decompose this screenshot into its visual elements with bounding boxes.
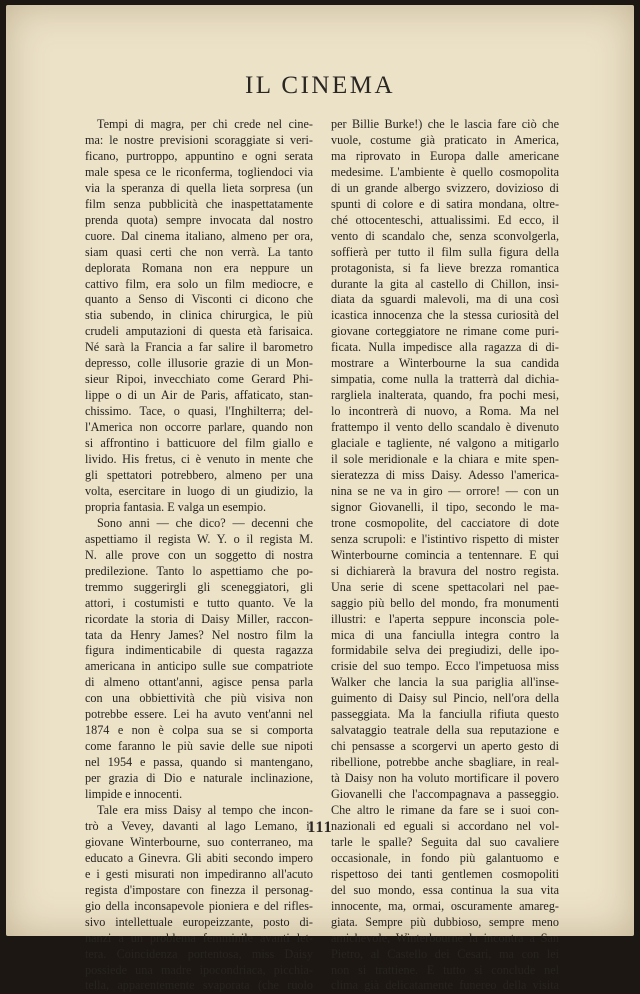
text-line: chi pensasse a scorgervi un aperto gesto di bbox=[331, 739, 559, 754]
text-line: saggio più bello del mondo, fra monumenti bbox=[331, 595, 559, 610]
text-line: Tale era miss Daisy al tempo che incon- bbox=[97, 802, 313, 817]
text-line: male spesa ce le riconferma, togliendoci via bbox=[85, 164, 313, 179]
text-line: volta, esercitare in luogo di un giudizio, la bbox=[85, 483, 313, 498]
text-line: Winterbourne comincia a tentennare. E qui bbox=[331, 547, 559, 562]
text-line: vuole, costume già praticato in America, bbox=[331, 132, 559, 147]
text-line: per grazia di Dio e naturale inclinazione, bbox=[85, 771, 313, 786]
text-line: americana in anticipo sulle sue compatriote bbox=[85, 659, 313, 674]
text-line: come faranno le più savie delle sue nipoti bbox=[85, 739, 313, 754]
text-line: predilezione. Tanto lo aspettiamo che po- bbox=[85, 563, 313, 578]
text-line: sivo intellettuale europeizzante, posto di- bbox=[85, 914, 313, 929]
text-line: Giovanelli che l'accompagnava a passeggio. bbox=[331, 787, 559, 802]
text-line: signor Giovanelli, il tipo, secondo le ma- bbox=[331, 499, 559, 514]
text-line: salvataggio teatrale della sua reputazione e bbox=[331, 723, 559, 738]
text-line: crudeli amputazioni di questa età farisaica. bbox=[85, 324, 313, 339]
text-line: quanto a Senso di Visconti ci dicono che bbox=[85, 292, 313, 307]
text-line: tera. Coincidenza portentosa, miss Daisy bbox=[85, 946, 313, 961]
text-line: per Billie Burke!) che le lascia fare ciò che bbox=[331, 117, 559, 131]
text-line: film senza pubblicità che inaspettatamente bbox=[85, 196, 313, 211]
text-line: stia subendo, in clinica chirurgica, le più bbox=[85, 308, 313, 323]
text-line: via la speranza di quella lieta sorpresa (un bbox=[85, 180, 313, 195]
text-line: lo incontrerà di nuovo, a Roma. Ma nel bbox=[331, 404, 559, 419]
text-line: di almeno ottant'anni, agisce pensa parla bbox=[85, 675, 313, 690]
text-line: mostrare a Winterbourne la sua candida bbox=[331, 356, 559, 371]
text-line: clima già delicatamente funereo della visita bbox=[331, 978, 559, 993]
text-line: gli spettatori potrebbero, almeno per una bbox=[85, 467, 313, 482]
text-line: giovane Winterbourne, suo conterraneo, ma bbox=[85, 834, 313, 849]
text-line: senza scrupoli: e l'istintivo rispetto di mister bbox=[331, 531, 559, 546]
text-line: livido. His fretus, ci è venuto in mente che bbox=[85, 452, 313, 467]
text-line: amichevole, Winterbourne la incontra a San bbox=[331, 930, 559, 945]
text-line: giata. Sempre più dubbioso, sempre meno bbox=[331, 914, 559, 929]
text-line: si affrontino i batticuore del film giallo e bbox=[85, 436, 313, 451]
text-line: ficano, purtroppo, appuntino e ogni serata bbox=[85, 148, 313, 163]
text-line: ficata. Nulla impedisce alla ragazza di di- bbox=[331, 340, 559, 355]
text-line: nanzi a un problema femminile avanti let- bbox=[85, 930, 313, 945]
text-line: deplorata Romana non era neppure un bbox=[85, 260, 313, 275]
text-line: diata da sguardi malevoli, ma di una così bbox=[331, 292, 559, 307]
text-line: tà Daisy non ha voluto mortificare il povero bbox=[331, 771, 559, 786]
text-line: frattempo il vento dello scandalo è divenuto bbox=[331, 420, 559, 435]
text-line: con una obbiettività che più visiva non bbox=[85, 691, 313, 706]
text-line: durante la gita al castello di Chillon, insi- bbox=[331, 276, 559, 291]
right-text-column bbox=[331, 117, 559, 994]
text-line: gio della inconsapevole pioniera e del rifles- bbox=[85, 898, 313, 913]
left-text-column bbox=[85, 117, 313, 994]
text-line: nazionali ed eguali si accordano nel vol- bbox=[331, 818, 559, 833]
text-line: spunti di colore e di satira mondana, oltre- bbox=[331, 196, 559, 211]
text-line: si dichiarerà la bravura del nostro regista. bbox=[331, 563, 559, 578]
text-line: occasionale, in fondo più galantuomo e bbox=[331, 850, 559, 865]
text-line: ribellione, potrebbe anche sbagliare, in real- bbox=[331, 755, 559, 770]
text-line: glaciale e tagliente, né valgono a mitigarlo bbox=[331, 436, 559, 451]
text-line: crisie del suo tempo. Ecco l'impetuosa miss bbox=[331, 659, 559, 674]
text-line: medesime. L'ambiente è quello cosmopolita bbox=[331, 164, 559, 179]
text-line: passeggiata. Ma la fanciulla rifiuta questo bbox=[331, 707, 559, 722]
text-line: Né sarà la Francia a far salire il barometro bbox=[85, 340, 313, 355]
text-line: rispettoso dei tanti gentlemen cosmopoliti bbox=[331, 866, 559, 881]
text-line: N. alle prove con un soggetto di nostra bbox=[85, 547, 313, 562]
text-line: tremmo suggerirgli gli sceneggiatori, gli bbox=[85, 579, 313, 594]
text-line: possiede una madre ipocondriaca, picchia- bbox=[85, 962, 313, 977]
text-line: e i gesti misurati non impediranno all'acuto bbox=[85, 866, 313, 881]
page-number: 111 bbox=[307, 819, 333, 836]
text-line: attori, i costumisti e tutto quanto. Ve la bbox=[85, 595, 313, 610]
text-line: simpatia, come nulla la tratterrà dal dichia- bbox=[331, 372, 559, 387]
text-line: 1874 e non è colpa sua se si comporta bbox=[85, 723, 313, 738]
text-line: del suo mondo, essa continua la sua vita bbox=[331, 882, 559, 897]
text-line: nina se ne va in giro — orrore! — con un bbox=[331, 483, 559, 498]
text-line: figura indimenticabile di questa ragazza bbox=[85, 643, 313, 658]
text-line: tarle le spalle? Seguita dal suo cavaliere bbox=[331, 834, 559, 849]
text-line: non si trattiene. E tutto si conclude nel bbox=[331, 962, 559, 977]
text-line: vento di scandalo che, senza sconvolgerla, bbox=[331, 228, 559, 243]
text-line: di un grande albergo svizzero, dovizioso di bbox=[331, 180, 559, 195]
text-line: sieratezza di miss Daisy. Adesso l'america- bbox=[331, 467, 559, 482]
text-line: soffierà per tutto il film sulla figura della bbox=[331, 244, 559, 259]
text-line: trone cosmopolite, del cacciatore di dote bbox=[331, 515, 559, 530]
page-title: IL CINEMA bbox=[244, 72, 396, 99]
text-line: Tempi di magra, per chi crede nel cine- bbox=[97, 117, 313, 131]
text-line: tella, apparentemente svaporata (che ruolo bbox=[85, 978, 313, 993]
text-line: ricordate la storia di Daisy Miller, raccon- bbox=[85, 611, 313, 626]
text-line: il sole meridionale e la chiara e mite spen- bbox=[331, 452, 559, 467]
text-line: siam quasi certi che non verrà. La tanto bbox=[85, 244, 313, 259]
text-line: cattivo film, era solo un film mediocre, e bbox=[85, 276, 313, 291]
text-line: chissimo. Tace, o quasi, l'Inghilterra; del- bbox=[85, 404, 313, 419]
text-line: aspettiamo il regista W. Y. o il regista M. bbox=[85, 531, 313, 546]
text-line: propria fantasia. E valga un esempio. bbox=[85, 499, 267, 514]
text-line: Una serie di scene spettacolari nel pae- bbox=[331, 579, 559, 594]
text-line: ché ottocenteschi, attualissimi. Ed ecco, il bbox=[331, 212, 559, 227]
text-line: ma: le nostre previsioni scoraggiate si veri- bbox=[85, 132, 313, 147]
text-line: Walker che lancia la sua pariglia all'inse- bbox=[331, 675, 559, 690]
text-line: Pietro, al Castello dei Cesari, ma con lei bbox=[331, 946, 559, 961]
text-line: nel 1954 e passa, quando si mantengano, bbox=[85, 755, 313, 770]
text-line: giovane corteggiatore ne rimane come puri- bbox=[331, 324, 559, 339]
text-line: Che altro le rimane da fare se i suoi con- bbox=[331, 802, 559, 817]
text-line: tata da Henry James? Nel nostro film la bbox=[85, 627, 313, 642]
text-line: illustri: e l'aperta seppure inconscia pole- bbox=[331, 611, 559, 626]
text-line: limpide e innocenti. bbox=[85, 787, 183, 802]
text-line: potrebbe essere. Lei ha avuto vent'anni nel bbox=[85, 707, 313, 722]
text-line: guimento di Daisy sul Pincio, nell'ora della bbox=[331, 691, 559, 706]
text-line: educato a Ginevra. Gli abiti secondo impero bbox=[85, 850, 313, 865]
text-line: sieur Ripoi, invecchiato come Gerard Phi- bbox=[85, 372, 313, 387]
text-line: cuore. Dal cinema italiano, almeno per ora, bbox=[85, 228, 313, 243]
text-line: mica di una fanciulla integra contro la bbox=[331, 627, 559, 642]
text-line: icastica innocenza che la stessa curiosità del bbox=[331, 308, 559, 323]
text-line: trò a Vevey, davanti al lago Lemano, il bbox=[85, 818, 313, 833]
text-line: regista d'impostare con finezza il personag- bbox=[85, 882, 313, 897]
text-line: formidabile selva dei pregiudizi, delle ipo- bbox=[331, 643, 559, 658]
text-line: ma riprovato in Europa dalle americane bbox=[331, 148, 559, 163]
text-line: prenda quota) sempre invocata dal nostro bbox=[85, 212, 313, 227]
text-line: innocente, ma, ormai, oscuramente amareg- bbox=[331, 898, 559, 913]
text-line: lippe o di un Air de Paris, affaticato, stan- bbox=[85, 388, 313, 403]
text-line: rargliela inalterata, quando, fra pochi mesi, bbox=[331, 388, 559, 403]
text-line: l'America non occorre parlare, quando non bbox=[85, 420, 313, 435]
text-line: depresso, colle illusorie grazie di un Mon- bbox=[85, 356, 313, 371]
text-line: protagonista, si fa lieve brezza romantica bbox=[331, 260, 559, 275]
text-line: Sono anni — che dico? — decenni che bbox=[97, 515, 313, 530]
